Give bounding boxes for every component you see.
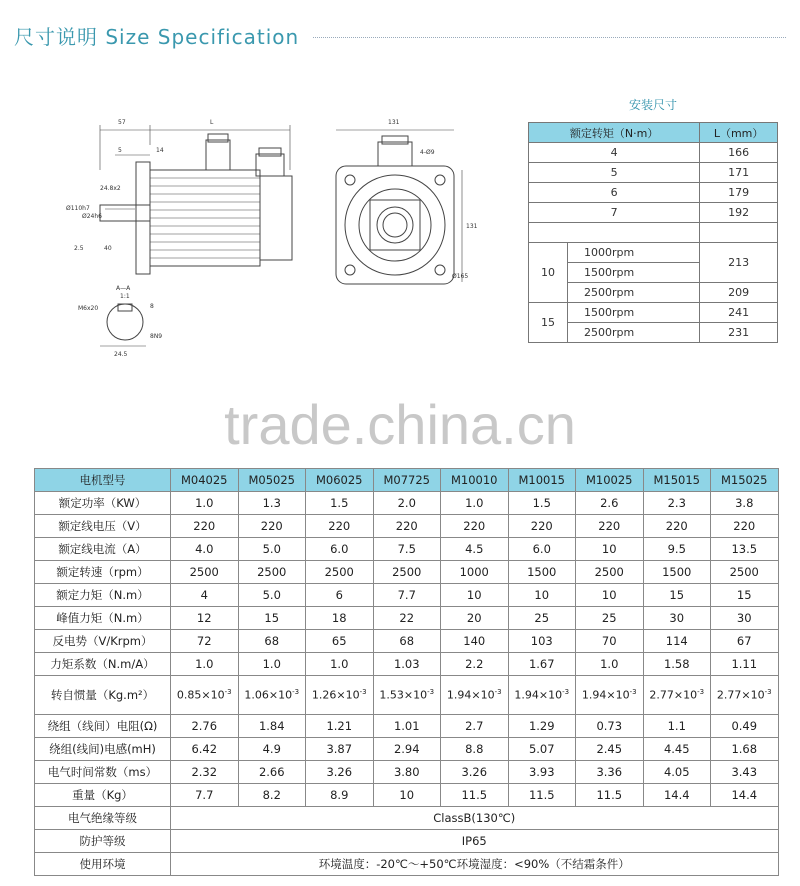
install-head-L: L（mm） [700,123,778,143]
cell-value: 10 [508,584,576,607]
table-row: 15 1500rpm 241 [529,303,778,323]
inertia-value [306,676,374,715]
cell-value: 15 [643,584,711,607]
cell-value: 220 [508,515,576,538]
cell-value: 7.7 [373,584,441,607]
inertia-mantissa: 0.85 [176,688,202,702]
table-row [35,738,779,761]
table-row: 2500rpm 209 [529,283,778,303]
row-label: 额定力矩（N.m） [35,584,171,607]
cell-value: 1.29 [508,715,576,738]
inertia-times: ×10 [201,688,225,702]
table-row [35,784,779,807]
cell-value: 18 [306,607,374,630]
cell-value: 8.9 [306,784,374,807]
cell-value: 2.7 [441,715,509,738]
cell-value: 3.8 [711,492,779,515]
cell-value: 1.21 [306,715,374,738]
cell-value: 2500 [306,561,374,584]
cell-value: 5.0 [238,538,306,561]
cell-value: 2.3 [643,492,711,515]
cell-value: 5.0 [238,584,306,607]
dim-4-phi9: 4-Ø9 [420,149,435,156]
cell-value: 10 [373,784,441,807]
cell-value: 70 [576,630,644,653]
cell-value: 1.58 [643,653,711,676]
cell-value: 13.5 [711,538,779,561]
cell-value: 3.26 [441,761,509,784]
header-divider [313,37,786,38]
cell-value: 1.67 [508,653,576,676]
row-label: 转自惯量（Kg.m²） [35,676,171,715]
cell-value: 1.0 [171,492,239,515]
cell-value: 2500 [576,561,644,584]
cell-value: 2.32 [171,761,239,784]
dim-8N9: 8N9 [150,333,163,340]
cell-value: 25 [508,607,576,630]
cell-value: 4.45 [643,738,711,761]
cell-value: 15 [711,584,779,607]
cell-value: 1500 [643,561,711,584]
install-caption: 安装尺寸 [628,98,677,112]
model-name: M04025 [171,469,239,492]
row-label: 额定线电压（V） [35,515,171,538]
inertia-times: ×10 [673,688,698,702]
row-label: 绕组（线间）电阻(Ω) [35,715,171,738]
table-row [35,653,779,676]
dim-8: 8 [150,303,154,310]
cell-value: 0.49 [711,715,779,738]
inertia-times: ×10 [538,688,563,702]
cell-value: 30 [643,607,711,630]
inertia-exponent: -3 [764,688,772,697]
section-title: 尺寸说明 Size Specification [14,24,300,49]
dim-24-8: 24.8x2 [100,185,121,192]
row-label: 额定线电流（A） [35,538,171,561]
dim-phi110: Ø110h7 [66,205,90,212]
cell-value: 12 [171,607,239,630]
row-label: 额定功率（KW） [35,492,171,515]
table-row [35,630,779,653]
cell-value: 3.43 [711,761,779,784]
cell-value: 220 [306,515,374,538]
protection-value: IP65 [171,830,779,853]
table-row [35,761,779,784]
cell-value: 2.0 [373,492,441,515]
dim-14: 14 [156,147,164,154]
spec-table [34,468,779,876]
cell-value: 11.5 [508,784,576,807]
cell-value: 220 [711,515,779,538]
dim-phi24: Ø24h6 [82,213,102,220]
cell-value: 67 [711,630,779,653]
cell-value: 6.0 [306,538,374,561]
dim-m6: M6x20 [78,305,99,312]
row-label: 防护等级 [35,830,171,853]
table-row: 2500rpm 231 [529,323,778,343]
cell-value: 2500 [238,561,306,584]
cell-value: 15 [238,607,306,630]
row-label: 绕组(线间)电感(mH) [35,738,171,761]
inertia-value [171,676,239,715]
install-head-torque: 额定转矩（N·m） [529,123,700,143]
inertia-exponent: -3 [427,688,435,697]
row-label: 力矩系数（N.m/A） [35,653,171,676]
row-label: 重量（Kg） [35,784,171,807]
cell-value: 220 [441,515,509,538]
inertia-value [373,676,441,715]
model-name: M05025 [238,469,306,492]
model-name: M15015 [643,469,711,492]
cell-value: 1.0 [306,653,374,676]
inertia-exponent: -3 [224,688,232,697]
row-label: 峰值力矩（N.m） [35,607,171,630]
inertia-times: ×10 [336,688,360,702]
section-scale: 1:1 [120,293,130,300]
table-row [35,607,779,630]
inertia-mantissa: 1.94 [514,688,539,702]
cell-value: 8.8 [441,738,509,761]
cell-value: 140 [441,630,509,653]
inertia-mantissa: 1.53 [379,688,404,702]
table-row: 7 192 [529,203,778,223]
dim-5: 5 [118,147,122,154]
cell-value: 2.2 [441,653,509,676]
inertia-value [576,676,644,715]
cell-value: 3.93 [508,761,576,784]
inertia-times: ×10 [606,688,630,702]
cell-value: 68 [373,630,441,653]
cell-value: 1.3 [238,492,306,515]
cell-value: 103 [508,630,576,653]
inertia-times: ×10 [471,688,495,702]
cell-value: 1.5 [508,492,576,515]
table-row [35,584,779,607]
table-row: 5 171 [529,163,778,183]
table-row: 4 166 [529,143,778,163]
motor-drawings [60,110,490,360]
cell-value: 6.0 [508,538,576,561]
cell-value: 1.68 [711,738,779,761]
row-label: 反电势（V/Krpm） [35,630,171,653]
cell-value: 1.0 [171,653,239,676]
inertia-value [643,676,711,715]
cell-value: 10 [576,584,644,607]
section-label: A—A [116,285,131,292]
table-row [35,830,779,853]
cell-value: 1.03 [373,653,441,676]
cell-value: 2.6 [576,492,644,515]
inertia-exponent: -3 [359,688,367,697]
cell-value: 4.05 [643,761,711,784]
cell-value: 2.66 [238,761,306,784]
inertia-times: ×10 [403,688,428,702]
cell-value: 3.80 [373,761,441,784]
install-table [528,122,778,343]
table-row [35,515,779,538]
cell-value: 22 [373,607,441,630]
cell-value: 68 [238,630,306,653]
row-label: 使用环境 [35,853,171,876]
table-row: 6 179 [529,183,778,203]
table-row: 10 1000rpm 213 [529,243,778,263]
cell-value: 5.07 [508,738,576,761]
dim-131-top: 131 [388,119,400,126]
inertia-exponent: -3 [494,688,502,697]
table-row [35,715,779,738]
inertia-value [238,676,306,715]
inertia-times: ×10 [268,688,293,702]
cell-value: 1.5 [306,492,374,515]
cell-value: 3.36 [576,761,644,784]
cell-value: 1000 [441,561,509,584]
cell-value: 4 [171,584,239,607]
cell-value: 7.5 [373,538,441,561]
table-row [35,492,779,515]
model-name: M07725 [373,469,441,492]
inertia-exponent: -3 [697,688,705,697]
cell-value: 3.26 [306,761,374,784]
inertia-mantissa: 2.77 [649,688,674,702]
front-view-drawing [336,130,462,284]
row-label: 电气绝缘等级 [35,807,171,830]
cell-value: 1.0 [576,653,644,676]
inertia-times: ×10 [741,688,765,702]
table-row [35,853,779,876]
spec-body [35,492,779,715]
cell-value: 2.76 [171,715,239,738]
cell-value: 3.87 [306,738,374,761]
cell-value: 220 [238,515,306,538]
cell-value: 11.5 [576,784,644,807]
cell-value: 4.9 [238,738,306,761]
cell-value: 1.84 [238,715,306,738]
cell-value: 2500 [171,561,239,584]
spec-footer [35,807,779,876]
cell-value: 8.2 [238,784,306,807]
model-name: M10010 [441,469,509,492]
cell-value: 2500 [711,561,779,584]
row-label: 额定转速（rpm） [35,561,171,584]
cell-value: 10 [576,538,644,561]
cell-value: 6.42 [171,738,239,761]
dim-24-5: 24.5 [114,351,128,358]
cell-value: 1.0 [441,492,509,515]
inertia-mantissa: 1.94 [581,688,607,702]
inertia-exponent: -3 [629,688,637,697]
cell-value: 10 [441,584,509,607]
model-name: M06025 [306,469,374,492]
model-name: M15025 [711,469,779,492]
cell-value: 2500 [373,561,441,584]
row-label: 电气时间常数（ms） [35,761,171,784]
table-row [35,538,779,561]
section-header [14,20,786,50]
cell-value: 72 [171,630,239,653]
inertia-mantissa: 1.94 [446,688,472,702]
cell-value: 7.7 [171,784,239,807]
dim-40: 40 [104,245,112,252]
table-row [529,223,778,243]
cell-value: 11.5 [441,784,509,807]
cell-value: 1.01 [373,715,441,738]
dim-phi165: Ø165 [452,273,469,280]
cell-value: 1.11 [711,653,779,676]
cell-value: 2.45 [576,738,644,761]
cell-value: 220 [171,515,239,538]
inertia-value [508,676,576,715]
cell-value: 30 [711,607,779,630]
inertia-value [711,676,779,715]
inertia-mantissa: 1.06 [244,688,269,702]
model-name: M10025 [576,469,644,492]
inertia-exponent: -3 [292,688,300,697]
cell-value: 6 [306,584,374,607]
environment-value: 环境温度：-20℃～+50℃环境湿度：<90%（不结霜条件） [171,853,779,876]
cell-value: 1.0 [238,653,306,676]
dim-131-side: 131 [466,223,478,230]
dim-57: 57 [118,119,126,126]
table-row [35,807,779,830]
table-row [35,676,779,715]
cell-value: 4.5 [441,538,509,561]
cell-value: 14.4 [711,784,779,807]
spec-body [35,715,779,807]
cell-value: 220 [643,515,711,538]
cell-value: 220 [373,515,441,538]
cell-value: 14.4 [643,784,711,807]
model-name: M10015 [508,469,576,492]
dim-2-5: 2.5 [74,245,84,252]
cell-value: 0.73 [576,715,644,738]
cell-value: 2.94 [373,738,441,761]
cell-value: 9.5 [643,538,711,561]
cell-value: 220 [576,515,644,538]
model-label: 电机型号 [35,469,171,492]
insulation-value: ClassB(130℃) [171,807,779,830]
cell-value: 4.0 [171,538,239,561]
dim-L: L [210,119,214,126]
cell-value: 25 [576,607,644,630]
side-view-drawing [100,125,292,346]
inertia-exponent: -3 [562,688,570,697]
table-row [35,561,779,584]
watermark: trade.china.cn [224,393,576,456]
inertia-mantissa: 1.26 [311,688,337,702]
cell-value: 20 [441,607,509,630]
cell-value: 1.1 [643,715,711,738]
cell-value: 65 [306,630,374,653]
inertia-value [441,676,509,715]
spec-header-row [35,469,779,492]
table-row: 1500rpm [529,263,778,283]
cell-value: 114 [643,630,711,653]
cell-value: 1500 [508,561,576,584]
inertia-mantissa: 2.77 [716,688,742,702]
